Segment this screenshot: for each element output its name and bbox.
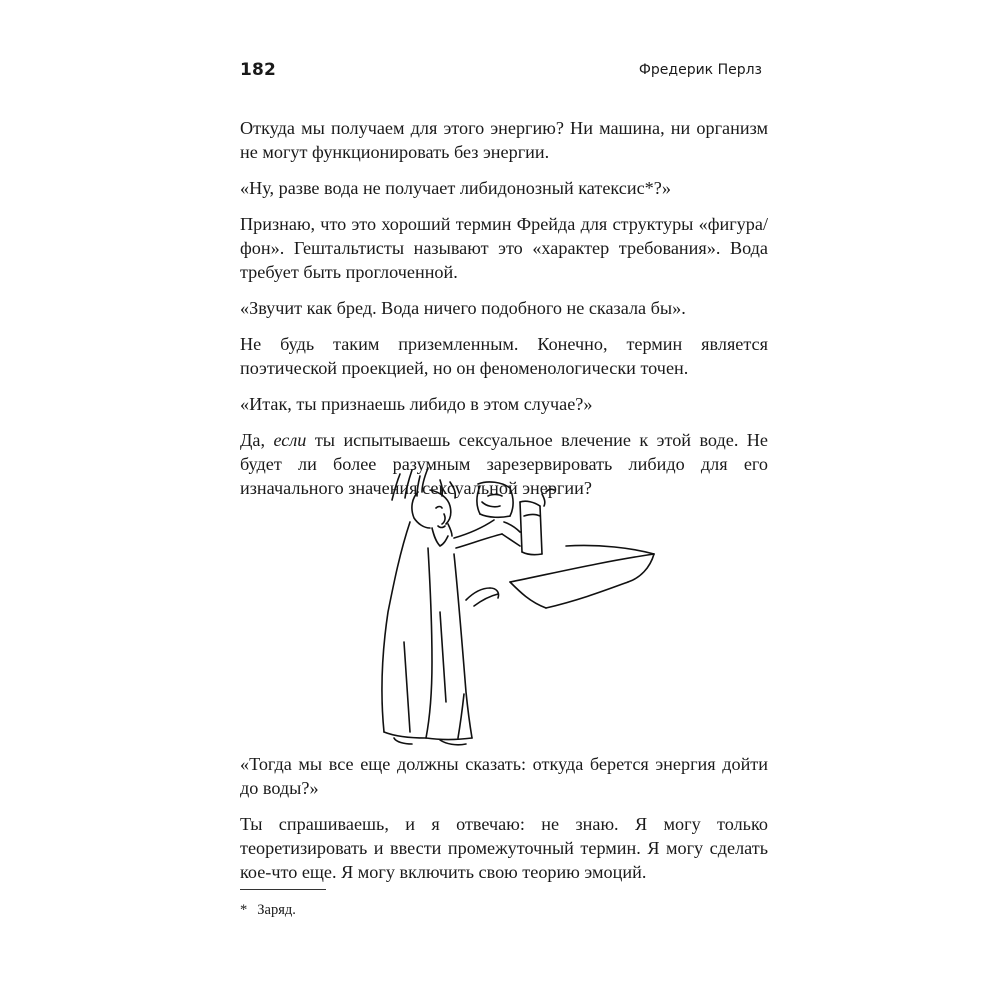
paragraph: Откуда мы получаем для этого энергию? Ни машина, ни организм не могут функционировать без энергии. <box>240 118 768 162</box>
illustration <box>370 462 660 747</box>
paragraph: «Звучит как бред. Вода ничего подобного не сказала бы». <box>240 298 686 318</box>
footnote-mark: * <box>240 902 248 918</box>
paragraph: «Тогда мы все еще должны сказать: откуда берется энергия дойти до воды?» <box>240 754 768 798</box>
body-text-bottom <box>240 752 768 896</box>
paragraph: Признаю, что это хороший термин Фрейда для структуры «фигура/фон». Гештальтисты называют это «характер требования». Вода требует быть проглоченной. <box>240 214 768 282</box>
paragraph: Не будь таким приземленным. Конечно, термин является поэтической проекцией, но он феноменологически точен. <box>240 334 768 378</box>
body-text-top <box>240 116 768 512</box>
paragraph: «Итак, ты признаешь либидо в этом случае?» <box>240 394 593 414</box>
footnote-text: Заряд. <box>257 902 296 918</box>
text-span: Да, <box>240 430 274 450</box>
footnote-rule <box>240 889 326 890</box>
paragraph: «Ну, разве вода не получает либидонозный катексис*?» <box>240 178 671 198</box>
page-number: 182 <box>240 60 277 80</box>
footnote <box>240 902 296 919</box>
emphasis: если <box>273 430 307 450</box>
running-head: Фредерик Перлз <box>638 62 762 78</box>
sketch-man-drinking-water-icon <box>370 462 660 747</box>
paragraph: Ты спрашиваешь, и я отвечаю: не знаю. Я могу только теоретизировать и ввести промежуточный термин. Я могу сделать кое-что еще. Я могу включить свою теорию эмоций. <box>240 814 768 882</box>
text-span: ты испытываешь сексуальное влечение к этой воде. Не будет ли более разумным зарезервировать либидо для его изначального значения сексуальной энергии? <box>240 430 769 498</box>
